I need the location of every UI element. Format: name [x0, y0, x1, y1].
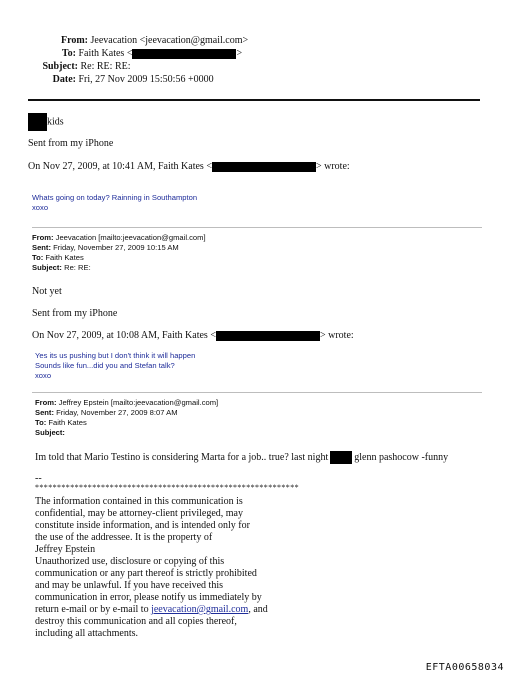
header-from-value: Jeevacation <jeevacation@gmail.com> — [90, 35, 249, 46]
message3-body-end: glenn pashocow -funny — [354, 451, 449, 463]
header2-from-row — [32, 233, 206, 242]
message3-body-start: Im told that Mario Testino is considering Marta for a job.. true? last night — [35, 451, 329, 463]
header-from-row — [0, 35, 248, 46]
email-link[interactable]: jeevacation@gmail.com — [151, 604, 249, 615]
disclaimer-stars: ************************************************************ — [35, 483, 299, 492]
header2-from-label: From: — [32, 233, 54, 242]
quoted2-line2: Sounds like fun...did you and Stefan talk? — [35, 361, 175, 370]
quoted2-line1: Yes its us pushing but I don't think it will happen — [35, 351, 196, 360]
redaction-block — [216, 331, 320, 341]
document-id: EFTA00658034 — [425, 662, 504, 673]
disclaimer-line: the use of the addressee. It is the property of — [35, 532, 213, 543]
reply1-signature: Sent from my iPhone — [28, 138, 114, 149]
reply1-quote-intro-end: > wrote: — [315, 161, 350, 172]
header3-subject-label: Subject: — [35, 428, 65, 437]
reply1-quote-intro-start: On Nov 27, 2009, at 10:41 AM, Faith Kates < — [28, 161, 212, 172]
reply1-body: kids — [47, 116, 64, 128]
header2-sent-value: Friday, November 27, 2009 10:15 AM — [53, 243, 179, 252]
header3-to-label: To: — [35, 418, 47, 427]
redaction-block — [28, 113, 47, 131]
disclaimer-link-line-end: , and — [248, 604, 268, 615]
reply2-quote-intro-start: On Nov 27, 2009, at 10:08 AM, Faith Kates < — [32, 330, 216, 341]
signature-dashes: -- — [35, 473, 42, 484]
disclaimer-line: constitute inside information, and is intended only for — [35, 520, 250, 531]
header3-from-value: Jeffrey Epstein [mailto:jeevacation@gmail.com] — [58, 398, 219, 407]
header2-subject-label: Subject: — [32, 263, 62, 272]
reply2-body: Not yet — [32, 286, 62, 297]
disclaimer-line: including all attachments. — [35, 628, 139, 639]
disclaimer-line: Unauthorized use, disclosure or copying of this — [35, 556, 225, 567]
header3-from-label: From: — [35, 398, 57, 407]
disclaimer-line: communication or any part thereof is strictly prohibited — [35, 568, 257, 579]
disclaimer-line: and may be unlawful. If you have received this — [35, 580, 223, 591]
header3-sent-row — [35, 408, 178, 417]
disclaimer-line: confidential, may be attorney-client privileged, may — [35, 508, 243, 519]
quoted1-line2: xoxo — [32, 203, 49, 212]
header-to-end: > — [236, 48, 243, 59]
header2-to-value: Faith Kates — [45, 253, 84, 262]
quoted2-line3: xoxo — [35, 371, 52, 380]
disclaimer-line: Jeffrey Epstein — [35, 544, 96, 555]
header2-to-row — [32, 253, 84, 262]
header2-subject-row — [32, 263, 91, 272]
reply1-quote-intro — [28, 161, 350, 172]
header-from-label: From: — [60, 35, 88, 46]
redaction-block — [212, 162, 316, 172]
message3-body — [35, 451, 448, 464]
header-date-row — [0, 74, 214, 85]
header3-to-row — [35, 418, 87, 427]
header-subject-label: Subject: — [42, 61, 78, 72]
header-to-label: To: — [61, 48, 76, 59]
disclaimer-line: communication in error, please notify us immediately by — [35, 592, 262, 603]
redaction-block — [132, 49, 236, 59]
disclaimer-link-line — [35, 604, 268, 615]
reply2-signature: Sent from my iPhone — [32, 308, 118, 319]
header-divider — [28, 99, 480, 101]
header3-from-row — [35, 398, 218, 407]
header3-to-value: Faith Kates — [48, 418, 87, 427]
reply1-body-row — [28, 113, 64, 131]
reply2-quote-intro-end: > wrote: — [319, 330, 354, 341]
header2-to-label: To: — [32, 253, 44, 262]
quote-divider — [32, 227, 482, 228]
header2-sent-label: Sent: — [32, 243, 51, 252]
header-date-value: Fri, 27 Nov 2009 15:50:56 +0000 — [78, 74, 214, 85]
reply2-quote-intro — [32, 330, 354, 341]
header-to-value: Faith Kates < — [78, 48, 133, 59]
header-to-row — [0, 48, 242, 59]
disclaimer-link-line-start: return e-mail or by e-mail to — [35, 604, 152, 615]
disclaimer-line: destroy this communication and all copies thereof, — [35, 616, 237, 627]
header2-sent-row — [32, 243, 179, 252]
header3-sent-value: Friday, November 27, 2009 8:07 AM — [56, 408, 178, 417]
header2-subject-value: Re: RE: — [64, 263, 91, 272]
disclaimer-line: The information contained in this communication is — [35, 496, 243, 507]
header-date-label: Date: — [52, 74, 76, 85]
header-subject-row — [0, 61, 131, 72]
quote-divider — [32, 392, 482, 393]
quoted1-line1: Whats going on today? Rainning in Southampton — [32, 193, 198, 202]
header3-sent-label: Sent: — [35, 408, 54, 417]
header2-from-value: Jeevacation [mailto:jeevacation@gmail.com] — [55, 233, 206, 242]
redaction-block — [330, 451, 352, 464]
header3-subject-row — [35, 428, 65, 437]
header-subject-value: Re: RE: RE: — [80, 61, 131, 72]
